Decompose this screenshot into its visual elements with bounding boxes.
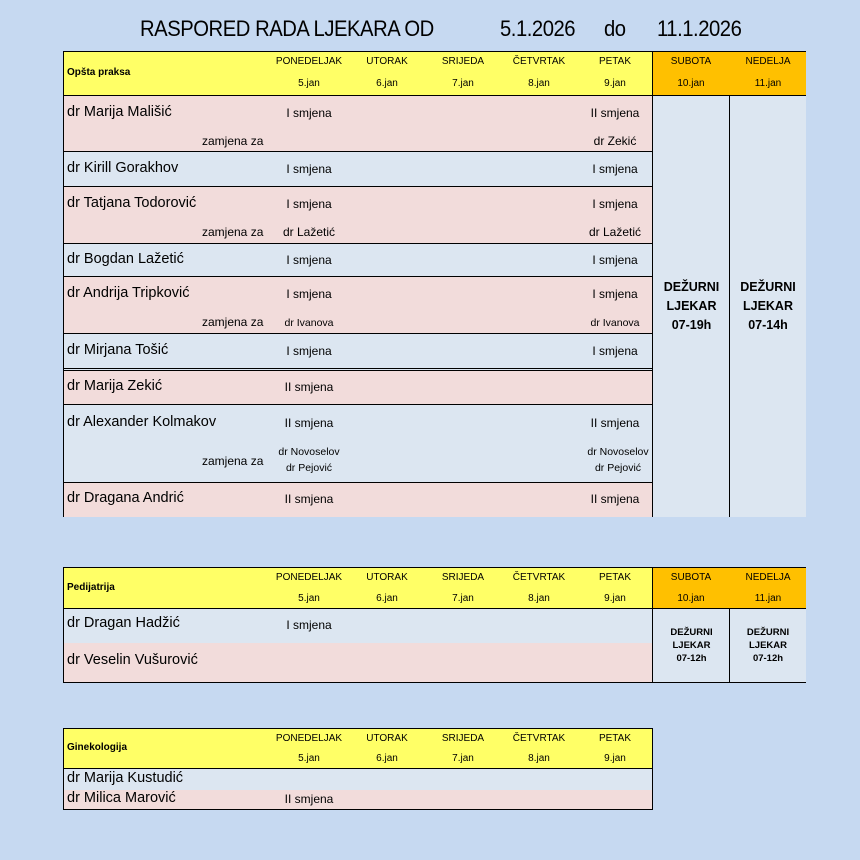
shift-mon: I smjena: [286, 162, 332, 176]
doctor-name: dr Tatjana Todorović: [67, 195, 197, 211]
doctor-name: dr Marija Zekić: [67, 378, 163, 394]
duty-doctor-saturday: [652, 609, 730, 682]
table-row: [64, 96, 653, 152]
day-date-fri: 9.jan: [604, 753, 626, 764]
ginekologija-table: [63, 728, 653, 810]
table-row: [64, 483, 653, 517]
day-date-mon: 5.jan: [298, 753, 320, 764]
substitute-fri: dr Zekić: [593, 134, 637, 148]
table-row: [64, 643, 653, 682]
day-date-thu: 8.jan: [528, 593, 550, 604]
day-date-fri: 9.jan: [604, 78, 626, 89]
day-name-mon: PONEDELJAK: [275, 56, 343, 67]
doctor-name: dr Bogdan Lažetić: [67, 251, 184, 267]
day-name-tue: UTORAK: [366, 572, 408, 583]
table-row: [64, 334, 653, 371]
section-title: Opšta praksa: [67, 67, 131, 78]
day-name-wed: SRIJEDA: [441, 572, 485, 583]
duty-hours: 07-19h: [671, 318, 712, 332]
doctor-name: dr Marija Mališić: [67, 104, 172, 120]
duty-label: LJEKAR: [748, 640, 787, 651]
day-name-sat: SUBOTA: [670, 572, 712, 583]
day-date-sat: 10.jan: [677, 593, 705, 604]
day-date-tue: 6.jan: [376, 753, 398, 764]
substitute-label: zamjena za: [202, 315, 264, 329]
doctor-name: dr Milica Marović: [67, 790, 176, 806]
shift-mon: I smjena: [286, 253, 332, 267]
day-date-wed: 7.jan: [452, 78, 474, 89]
duty-label: DEŽURNI: [740, 280, 796, 294]
day-date-tue: 6.jan: [376, 593, 398, 604]
day-name-sat: SUBOTA: [670, 56, 712, 67]
shift-fri: I smjena: [592, 197, 638, 211]
shift-fri: I smjena: [592, 287, 638, 301]
day-name-thu: ČETVRTAK: [512, 572, 566, 583]
shift-fri: I smjena: [592, 162, 638, 176]
shift-mon: I smjena: [286, 618, 332, 632]
doctor-name: dr Andrija Tripković: [67, 285, 190, 301]
substitute-mon: dr Lažetić: [282, 225, 336, 239]
day-date-wed: 7.jan: [452, 753, 474, 764]
shift-fri: I smjena: [592, 253, 638, 267]
table-row: [64, 187, 653, 244]
title-separator: do: [604, 16, 626, 41]
day-date-thu: 8.jan: [528, 78, 550, 89]
shift-fri: II smjena: [590, 416, 640, 430]
table-row: [64, 244, 653, 277]
doctor-name: dr Kirill Gorakhov: [67, 160, 179, 176]
table-row: [64, 277, 653, 334]
shift-mon: II smjena: [284, 380, 334, 394]
duty-hours: 07-14h: [748, 318, 788, 332]
title-text: RASPORED RADA LJEKARA OD: [140, 16, 434, 41]
shift-fri: II smjena: [590, 106, 640, 120]
doctor-name: dr Dragana Andrić: [67, 490, 184, 506]
shift-mon: I smjena: [286, 287, 332, 301]
doctor-name: dr Veselin Vušurović: [67, 652, 198, 668]
day-date-mon: 5.jan: [298, 593, 320, 604]
shift-mon: I smjena: [286, 197, 332, 211]
day-name-fri: PETAK: [598, 572, 632, 583]
substitute-mon-2: dr Pejović: [285, 462, 333, 474]
duty-label: DEŽURNI: [670, 627, 713, 638]
substitute-fri: dr Ivanova: [590, 317, 640, 329]
day-name-tue: UTORAK: [366, 56, 408, 67]
day-name-mon: PONEDELJAK: [275, 572, 343, 583]
substitute-mon-1: dr Novoselov: [278, 446, 340, 458]
duty-label: LJEKAR: [666, 299, 717, 313]
day-name-thu: ČETVRTAK: [512, 56, 566, 67]
day-date-sun: 11.jan: [754, 593, 782, 604]
duty-doctor-saturday: [652, 96, 730, 517]
doctor-name: dr Marija Kustudić: [67, 770, 184, 786]
substitute-label: zamjena za: [202, 225, 264, 239]
shift-mon: I smjena: [286, 106, 332, 120]
opsta-praksa-table: [63, 51, 806, 517]
table-header-weekend: [652, 568, 806, 609]
shift-mon: II smjena: [284, 492, 334, 506]
shift-fri: II smjena: [590, 492, 640, 506]
table-header-weekdays: [64, 568, 653, 609]
doctor-name: dr Dragan Hadžić: [67, 615, 180, 631]
shift-mon: II smjena: [284, 416, 334, 430]
table-header-weekdays: [64, 52, 653, 96]
day-name-sun: NEDELJA: [745, 572, 791, 583]
title-date-to: 11.1.2026: [657, 16, 742, 41]
table-header-weekdays: [64, 729, 652, 769]
day-date-mon: 5.jan: [298, 78, 320, 89]
substitute-mon: dr Ivanova: [284, 317, 334, 329]
section-title: Ginekologija: [67, 742, 128, 753]
pedijatrija-table: [63, 567, 806, 683]
duty-hours: 07-12h: [676, 653, 707, 664]
day-name-fri: PETAK: [598, 733, 632, 744]
table-row: [64, 609, 653, 643]
duty-doctor-sunday: [729, 609, 806, 682]
doctor-name: dr Alexander Kolmakov: [67, 414, 217, 430]
day-name-tue: UTORAK: [366, 733, 408, 744]
duty-doctor-sunday: [729, 96, 806, 517]
day-date-tue: 6.jan: [376, 78, 398, 89]
substitute-fri-2: dr Pejović: [594, 462, 642, 474]
day-name-wed: SRIJEDA: [441, 733, 485, 744]
table-row: [64, 769, 652, 790]
day-name-fri: PETAK: [598, 56, 632, 67]
duty-label: LJEKAR: [672, 640, 711, 651]
table-header-weekend: [652, 52, 806, 96]
duty-hours: 07-12h: [752, 653, 784, 664]
day-date-wed: 7.jan: [452, 593, 474, 604]
day-name-thu: ČETVRTAK: [512, 733, 566, 744]
day-name-wed: SRIJEDA: [441, 56, 485, 67]
section-title: Pedijatrija: [67, 582, 115, 593]
day-date-sun: 11.jan: [754, 78, 782, 89]
shift-mon: II smjena: [284, 792, 334, 806]
duty-label: DEŽURNI: [746, 627, 790, 638]
title-date-from: 5.1.2026: [500, 16, 576, 41]
shift-mon: I smjena: [286, 344, 332, 358]
substitute-fri-1: dr Novoselov: [587, 446, 649, 458]
substitute-fri: dr Lažetić: [588, 225, 642, 239]
substitute-label: zamjena za: [202, 454, 264, 468]
day-name-mon: PONEDELJAK: [275, 733, 343, 744]
substitute-label: zamjena za: [202, 134, 264, 148]
table-row: [64, 152, 653, 187]
day-date-sat: 10.jan: [677, 78, 705, 89]
day-date-thu: 8.jan: [528, 753, 550, 764]
duty-label: LJEKAR: [742, 299, 793, 313]
table-row: [64, 405, 653, 483]
shift-fri: I smjena: [592, 344, 638, 358]
doctor-name: dr Mirjana Tošić: [67, 342, 169, 358]
table-row: [64, 790, 652, 809]
table-row: [64, 371, 653, 405]
duty-label: DEŽURNI: [663, 280, 720, 294]
day-date-fri: 9.jan: [604, 593, 626, 604]
day-name-sun: NEDELJA: [745, 56, 791, 67]
